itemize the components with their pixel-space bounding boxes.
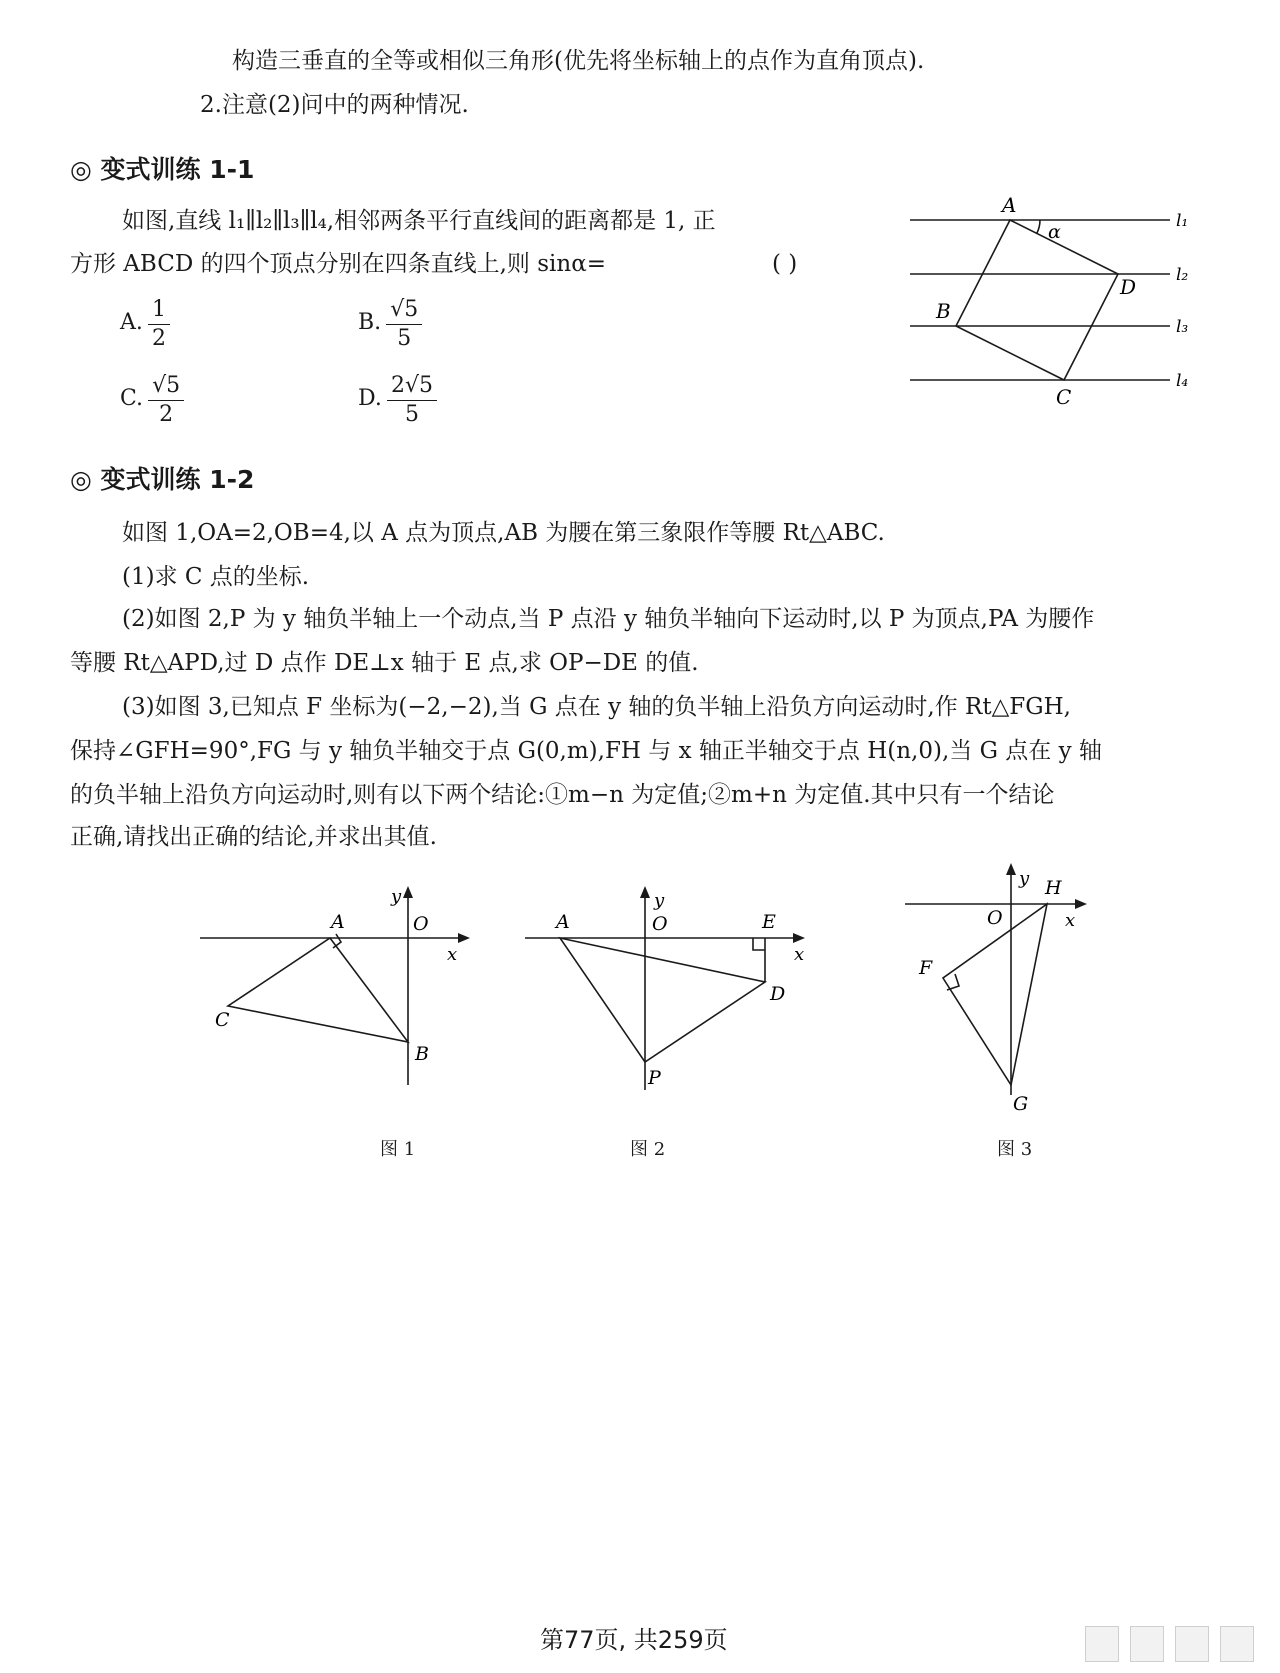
- page-number-label: 第77页, 共259页: [540, 1626, 728, 1654]
- numerator: 1: [148, 298, 170, 325]
- label-alpha: α: [1048, 221, 1061, 243]
- numerator: √5: [386, 298, 422, 325]
- choice-d: [358, 374, 437, 427]
- label-c: C: [1056, 385, 1072, 409]
- choice-b: [358, 298, 422, 351]
- question-1: (1)求 C 点的坐标.: [122, 564, 310, 590]
- choice-c: [120, 374, 184, 427]
- choice-letter: A.: [120, 310, 143, 335]
- label-g: G: [1013, 1093, 1029, 1115]
- question-2-line-1: (2)如图 2,P 为 y 轴负半轴上一个动点,当 P 点沿 y 轴负半轴向下运动时,以 P 为顶点,PA 为腰作: [122, 606, 1095, 632]
- label-a: A: [556, 911, 570, 933]
- exercise-1-1-stem-line-2: 方形 ABCD 的四个顶点分别在四条直线上,则 sinα=: [70, 251, 606, 277]
- figure-2: [520, 880, 810, 1100]
- y-arrow: [640, 886, 650, 898]
- intro-line-2: 2.注意(2)问中的两种情况.: [200, 92, 469, 118]
- viewer-button[interactable]: [1085, 1626, 1119, 1662]
- label-a: A: [331, 911, 345, 933]
- viewer-button[interactable]: [1220, 1626, 1254, 1662]
- question-3-line-4: 正确,请找出正确的结论,并求出其值.: [70, 824, 437, 850]
- angle-alpha-arc: [1037, 220, 1040, 233]
- label-b: B: [936, 299, 951, 323]
- label-d: D: [1120, 275, 1137, 299]
- label-h: H: [1045, 877, 1062, 899]
- label-c: C: [215, 1009, 230, 1031]
- exercise-1-2-heading: ◎ 变式训练 1-2: [70, 465, 255, 494]
- label-x: x: [794, 944, 805, 965]
- answer-paren: ( ): [772, 251, 798, 277]
- figure-1: [195, 880, 475, 1100]
- numerator: √5: [148, 374, 184, 401]
- figure-3-caption: 图 3: [997, 1139, 1033, 1160]
- label-y: y: [391, 886, 402, 907]
- fraction: [148, 298, 170, 351]
- figure-3: [895, 860, 1125, 1120]
- triangle-abc: [228, 938, 408, 1042]
- denominator: 5: [397, 326, 412, 351]
- label-p: P: [648, 1067, 661, 1089]
- label-y: y: [1019, 868, 1030, 889]
- y-arrow: [1006, 863, 1016, 875]
- numerator: 2√5: [387, 374, 437, 401]
- fraction: [386, 298, 422, 351]
- x-arrow: [458, 933, 470, 943]
- label-d: D: [770, 983, 786, 1005]
- figure-2-caption: 图 2: [630, 1139, 666, 1160]
- denominator: 2: [159, 402, 174, 427]
- label-x: x: [447, 944, 458, 965]
- question-3-line-2: 保持∠GFH=90°,FG 与 y 轴负半轴交于点 G(0,m),FH 与 x 轴正半轴交于点 H(n,0),当 G 点在 y 轴: [70, 738, 1102, 764]
- question-3-line-1: (3)如图 3,已知点 F 坐标为(−2,−2),当 G 点在 y 轴的负半轴上沿负方向运动时,作 Rt△FGH,: [122, 694, 1071, 720]
- label-e: E: [762, 911, 776, 933]
- label-l2: l₂: [1176, 265, 1189, 285]
- choice-letter: B.: [358, 310, 382, 335]
- denominator: 5: [404, 402, 419, 427]
- triangle-apd: [560, 938, 765, 1062]
- label-x: x: [1065, 910, 1076, 931]
- square-abcd: [956, 220, 1118, 380]
- triangle-fgh: [943, 904, 1047, 1085]
- exercise-1-1-heading: ◎ 变式训练 1-1: [70, 155, 255, 184]
- question-3-line-3: 的负半轴上沿负方向运动时,则有以下两个结论:①m−n 为定值;②m+n 为定值.其中只有一个结论: [70, 782, 1055, 808]
- label-f: F: [919, 957, 933, 979]
- intro-line-1: 构造三垂直的全等或相似三角形(优先将坐标轴上的点作为直角顶点).: [232, 48, 925, 74]
- x-arrow: [1075, 899, 1087, 909]
- label-b: B: [415, 1043, 429, 1065]
- label-o: O: [652, 913, 668, 935]
- fraction: [148, 374, 184, 427]
- denominator: 2: [151, 326, 166, 351]
- choice-letter: C.: [120, 386, 144, 411]
- label-l3: l₃: [1176, 317, 1189, 337]
- label-o: O: [987, 907, 1003, 929]
- figure-1-caption: 图 1: [380, 1139, 416, 1160]
- fraction: [387, 374, 437, 427]
- label-o: O: [413, 913, 429, 935]
- label-y: y: [654, 890, 665, 911]
- exercise-1-2-stem: 如图 1,OA=2,OB=4,以 A 点为顶点,AB 为腰在第三象限作等腰 Rt△ABC.: [122, 520, 885, 546]
- right-angle-mark: [753, 938, 765, 950]
- choice-a: [120, 298, 170, 351]
- viewer-button[interactable]: [1130, 1626, 1164, 1662]
- viewer-button[interactable]: [1175, 1626, 1209, 1662]
- right-angle-mark: [333, 934, 341, 948]
- label-a: A: [1002, 193, 1017, 217]
- y-arrow: [403, 886, 413, 898]
- parallel-lines-figure: [900, 190, 1200, 420]
- label-l4: l₄: [1176, 371, 1189, 391]
- choice-letter: D.: [358, 386, 382, 411]
- exercise-1-1-stem-line-1: 如图,直线 l₁∥l₂∥l₃∥l₄,相邻两条平行直线间的距离都是 1, 正: [122, 208, 716, 234]
- label-l1: l₁: [1176, 211, 1189, 231]
- question-2-line-2: 等腰 Rt△APD,过 D 点作 DE⊥x 轴于 E 点,求 OP−DE 的值.: [70, 650, 699, 676]
- x-arrow: [793, 933, 805, 943]
